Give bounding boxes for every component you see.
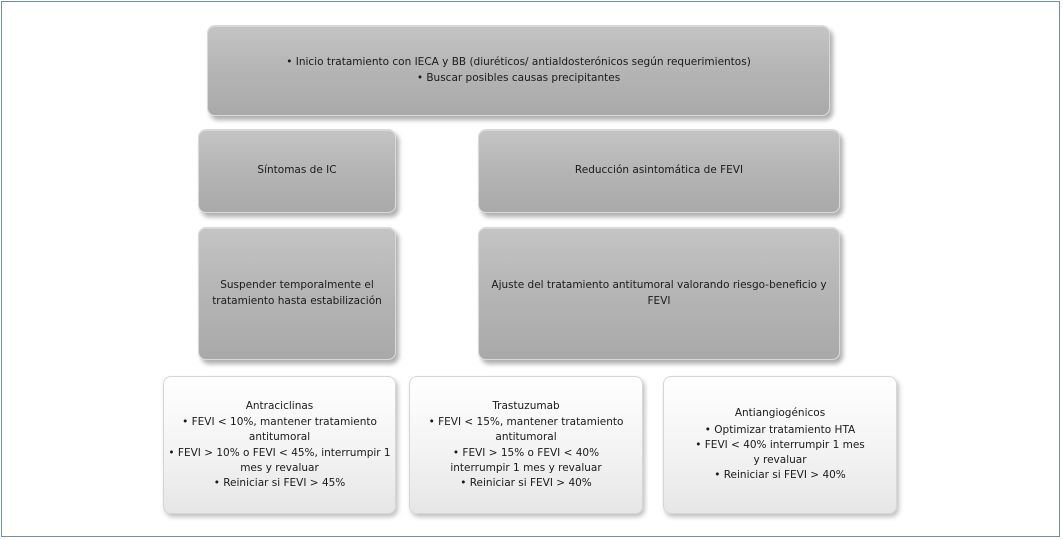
antraciclinas-line-5: • Reiniciar si FEVI > 45%: [213, 476, 346, 489]
initial-treatment-line-2: • Buscar posibles causas precipitantes: [416, 71, 621, 84]
ic-symptoms-label: Síntomas de IC: [257, 164, 337, 177]
trastuzumab-title: Trastuzumab: [492, 399, 560, 412]
asymptomatic-fevi-box: [478, 129, 840, 213]
antiangiogenicos-line-4: • Reiniciar si FEVI > 40%: [714, 469, 846, 482]
initial-treatment-line-1: • Inicio tratamiento con IECA y BB (diuréticos/ antialdosterónicos según requerimientos): [286, 56, 751, 69]
trastuzumab-line-3: • FEVI > 15% o FEVI < 40%: [452, 446, 600, 459]
trastuzumab-line-1: • FEVI < 15%, mantener tratamiento: [428, 416, 624, 429]
antraciclinas-line-2: antitumoral: [248, 431, 311, 444]
trastuzumab-line-5: • Reiniciar si FEVI > 40%: [460, 476, 592, 489]
suspend-treatment-line-2: tratamiento hasta estabilización: [212, 294, 382, 307]
antiangiogenicos-box: [663, 376, 897, 514]
adjust-treatment-box: [478, 227, 840, 360]
antraciclinas-box: [163, 376, 396, 514]
antraciclinas-line-4: mes y revaluar: [240, 461, 319, 474]
suspend-treatment-line-1: Suspender temporalmente el: [220, 279, 374, 292]
antraciclinas-line-3: • FEVI > 10% o FEVI < 45%, interrumpir 1: [168, 446, 391, 459]
antiangiogenicos-line-2: • FEVI < 40% interrumpir 1 mes: [695, 438, 865, 451]
trastuzumab-box: [409, 376, 643, 514]
trastuzumab-line-2: antitumoral: [495, 431, 557, 444]
adjust-treatment-label: Ajuste del tratamiento antitumoral valorando riesgo-beneficio y FEVI: [491, 279, 827, 307]
ic-symptoms-box: [198, 129, 396, 213]
trastuzumab-line-4: interrumpir 1 mes y revaluar: [450, 461, 602, 474]
antiangiogenicos-line-1: • Optimizar tratamiento HTA: [704, 423, 856, 436]
asymptomatic-fevi-label: Reducción asintomática de FEVI: [574, 164, 744, 177]
suspend-treatment-box: [198, 227, 396, 360]
antraciclinas-line-1: • FEVI < 10%, mantener tratamiento: [182, 416, 377, 429]
antiangiogenicos-title: Antiangiogénicos: [734, 407, 826, 420]
antiangiogenicos-line-3: y revaluar: [753, 454, 807, 467]
initial-treatment-box: [207, 25, 830, 116]
antraciclinas-title: Antraciclinas: [245, 399, 314, 412]
